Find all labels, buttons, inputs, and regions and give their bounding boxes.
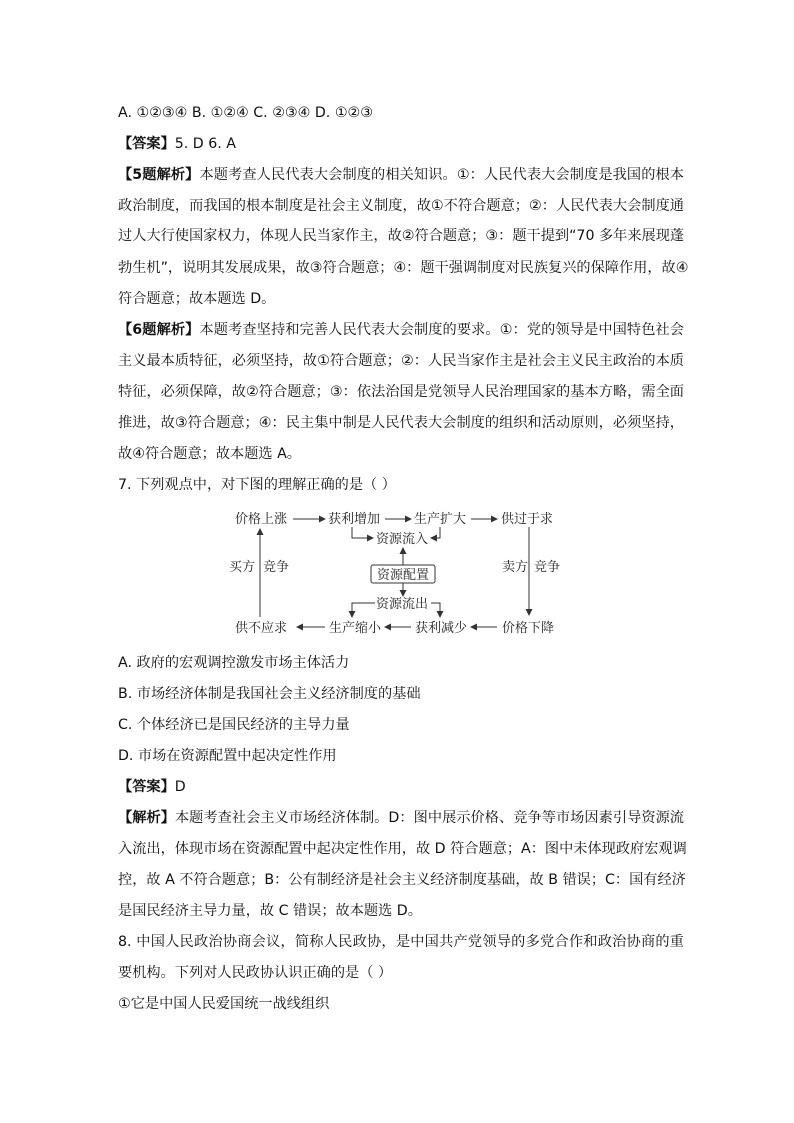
q7-option-a: A. 政府的宏观调控激发市场主体活力 — [118, 655, 350, 671]
q5-analysis-tag: 【5题解析】 — [118, 167, 200, 183]
node-resource-inflow: 资源流入 — [376, 532, 429, 547]
label-buyer: 买方 — [229, 560, 256, 575]
node-price-up: 价格上涨 — [235, 512, 288, 527]
label-seller: 卖方 — [502, 560, 529, 575]
q6-analysis-line-2: 主义最本质特征，必须坚持，故①符合题意；②：人民当家作主是社会主义民主政治的本质 — [118, 353, 684, 369]
arrow-outflow-to-shrink — [352, 603, 375, 617]
node-price-down: 价格下降 — [502, 621, 555, 636]
q7-option-b: B. 市场经济体制是我国社会主义经济制度的基础 — [118, 686, 421, 702]
arrow-outflow-to-profit-down — [431, 603, 440, 617]
q5-analysis-line-4: 勃生机”，说明其发展成果，故③符合题意；④：题干强调制度对民族复兴的保障作用，故④ — [118, 260, 689, 276]
answer-tag: 【答案】 — [118, 136, 175, 152]
q5-analysis-line-5: 符合题意；故本题选 D。 — [118, 291, 276, 307]
q8-item-1: ①它是中国人民爱国统一战线组织 — [118, 996, 330, 1012]
q5-analysis-text: 本题考查人民代表大会制度的相关知识。①：人民代表大会制度是我国的根本 — [199, 167, 684, 183]
q6-analysis-tag: 【6题解析】 — [118, 322, 200, 338]
q7-analysis-line-4: 是国民经济主导力量，故 C 错误；故本题选 D。 — [118, 903, 422, 919]
q7-answer — [118, 777, 186, 797]
answer-5-6 — [118, 134, 236, 154]
q8-stem-line-1: 8. 中国人民政治协商会议，简称人民政协，是中国共产党领导的多党合作和政治协商的重 — [118, 934, 684, 950]
market-mechanism-diagram — [225, 505, 575, 640]
q8-stem-line-2: 要机构。下列对人民政协认识正确的是（ ） — [118, 965, 393, 981]
node-supply-exceeds-demand: 供过于求 — [501, 512, 554, 527]
q7-analysis-text: 本题考查社会主义市场经济体制。D：图中展示价格、竞争等市场因素引导资源流 — [174, 810, 684, 826]
node-production-expand: 生产扩大 — [414, 512, 467, 527]
q7-stem: 7. 下列观点中，对下图的理解正确的是（ ） — [118, 477, 396, 493]
arrow-profit-to-inflow — [352, 527, 373, 538]
q7-analysis-tag: 【解析】 — [118, 810, 175, 826]
q5-analysis-line-3: 过人大行使国家权力，体现人民当家作主，故②符合题意；③：题干提到“70 多年来展现蓬 — [118, 228, 685, 244]
q6-analysis-line-4: 推进，故③符合题意；④：民主集中制是人民代表大会制度的组织和活动原则，必须坚持， — [118, 415, 684, 431]
q7-analysis-line-1 — [118, 808, 684, 828]
answer-value: 5. D 6. A — [174, 136, 236, 152]
q5-analysis-line-2: 政治制度，而我国的根本制度是社会主义制度，故①不符合题意；②：人民代表大会制度通 — [118, 198, 684, 214]
node-profit-down: 获利减少 — [415, 621, 468, 636]
arrow-production-to-inflow — [431, 527, 440, 538]
options-q5-6: A. ①②③④ B. ①②④ C. ②③④ D. ①②③ — [118, 105, 373, 121]
q7-option-c: C. 个体经济已是国民经济的主导力量 — [118, 717, 350, 733]
node-resource-outflow: 资源流出 — [376, 597, 429, 612]
q7-option-d: D. 市场在资源配置中起决定性作用 — [118, 748, 337, 764]
node-production-shrink: 生产缩小 — [329, 621, 382, 636]
q6-analysis-line-3: 特征，必须保障，故②符合题意；③：依法治国是党领导人民治理国家的基本方略，需全面 — [118, 384, 684, 400]
q6-analysis-line-1 — [118, 320, 684, 340]
q5-analysis-line-1 — [118, 165, 684, 185]
q7-analysis-line-3: 控，故 A 不符合题意；B：公有制经济是社会主义经济制度基础，故 B 错误；C：国有经济 — [118, 872, 686, 888]
label-seller-competition: 竞争 — [534, 560, 561, 575]
q7-answer-value: D — [174, 779, 186, 795]
q6-analysis-line-5: 故④符合题意；故本题选 A。 — [118, 446, 301, 462]
q7-analysis-line-2: 入流出，体现市场在资源配置中起决定性作用，故 D 符合题意；A：图中未体现政府宏观调 — [118, 841, 687, 857]
node-demand-exceeds-supply: 供不应求 — [235, 621, 288, 636]
node-profit-up: 获利增加 — [328, 512, 381, 527]
node-resource-allocation: 资源配置 — [377, 568, 430, 583]
label-buyer-competition: 竞争 — [263, 560, 290, 575]
q7-answer-tag: 【答案】 — [118, 779, 175, 795]
q6-analysis-text: 本题考查坚持和完善人民代表大会制度的要求。①：党的领导是中国特色社会 — [199, 322, 684, 338]
